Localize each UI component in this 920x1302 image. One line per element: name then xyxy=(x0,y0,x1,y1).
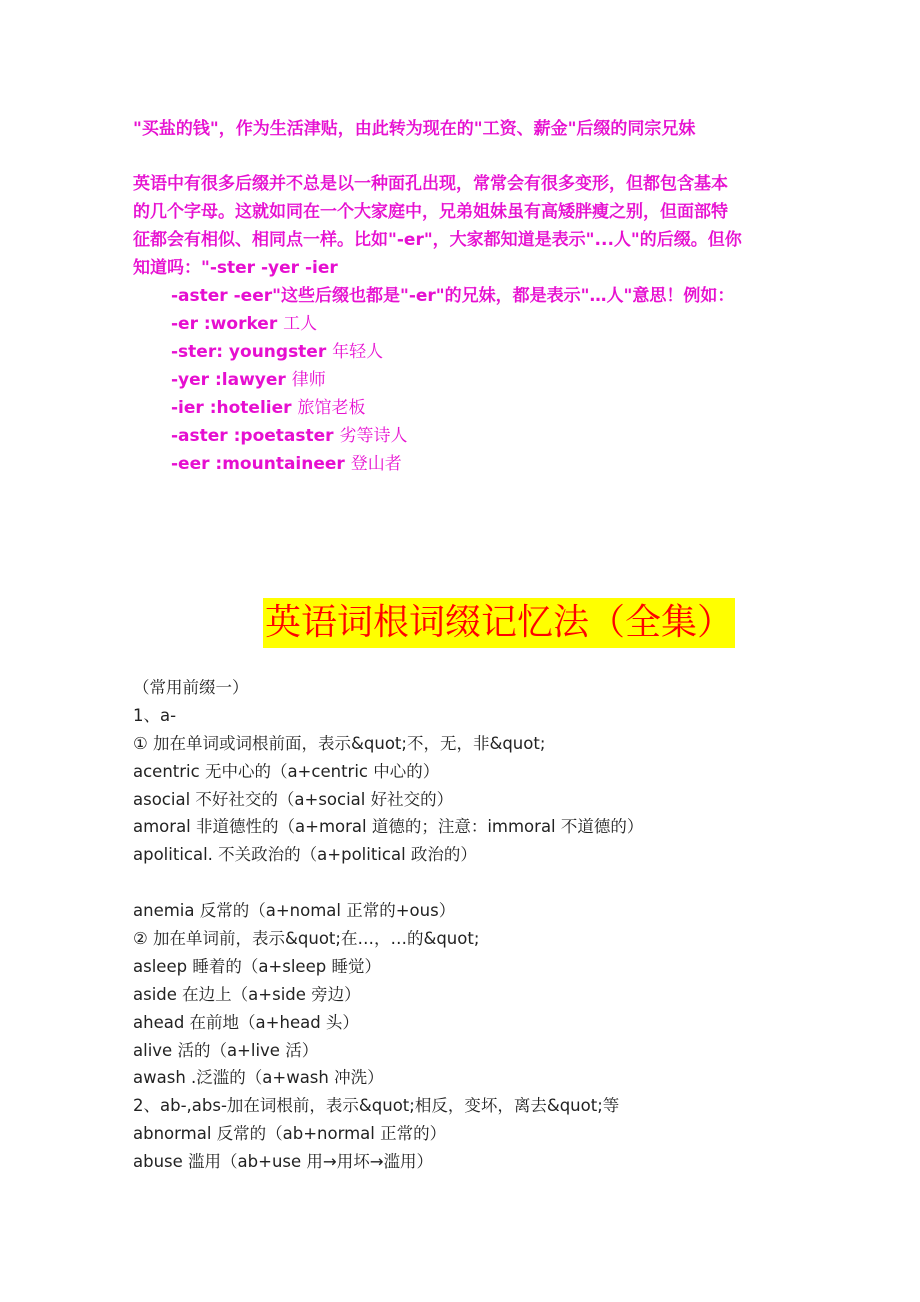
suffix-example-meaning: 律师 xyxy=(291,370,326,390)
suffix-example-word: -ster: youngster xyxy=(171,342,327,362)
body-line: abuse 滥用（ab+use 用→用坏→滥用） xyxy=(133,1152,434,1172)
body-line: （常用前缀一） xyxy=(133,678,249,697)
suffix-example xyxy=(133,422,788,450)
body-line: asocial 不好社交的（a+social 好社交的） xyxy=(133,789,454,809)
body-line: acentric 无中心的（a+centric 中心的） xyxy=(133,761,440,781)
blank-line xyxy=(133,869,833,897)
body-line: asleep 睡着的（a+sleep 睡觉） xyxy=(133,956,381,976)
suffix-example-meaning: 登山者 xyxy=(350,454,402,474)
intro-paragraph xyxy=(133,170,788,478)
suffix-example-meaning: 劣等诗人 xyxy=(339,426,408,446)
intro-line-1: "买盐的钱"，作为生活津贴，由此转为现在的"工资、薪金"后缀的同宗兄妹 xyxy=(133,119,696,139)
intro-para-line: 征都会有相似、相同点一样。比如"-er"，大家都知道是表示"...人"的后缀。但你 xyxy=(133,230,742,250)
prefix-list xyxy=(133,674,833,1176)
suffix-example-word: -er :worker xyxy=(171,314,278,334)
suffix-example-meaning: 年轻人 xyxy=(332,342,384,362)
suffix-example xyxy=(133,366,788,394)
document-title-highlight xyxy=(263,598,735,648)
suffix-example-word: -yer :lawyer xyxy=(171,370,286,390)
suffix-example-meaning: 工人 xyxy=(283,314,318,334)
intro-para-line: 的几个字母。这就如同在一个大家庭中，兄弟姐妹虽有高矮胖瘦之别，但面部特 xyxy=(133,202,728,222)
suffix-example xyxy=(133,338,788,366)
body-line: awash .泛滥的（a+wash 冲洗） xyxy=(133,1068,384,1088)
suffix-example-word: -eer :mountaineer xyxy=(171,454,345,474)
suffix-example-word: -ier :hotelier xyxy=(171,398,292,418)
body-line: ① 加在单词或词根前面，表示&quot;不，无，非&quot; xyxy=(133,733,546,753)
intro-indent-line: -aster -eer"这些后缀也都是"-er"的兄妹，都是表示"…人"意思！例如： xyxy=(171,286,735,306)
body-line: alive 活的（a+live 活） xyxy=(133,1040,319,1060)
suffix-example-word: -aster :poetaster xyxy=(171,426,334,446)
suffix-example xyxy=(133,310,788,338)
body-line: ahead 在前地（a+head 头） xyxy=(133,1012,359,1032)
body-line: 1、a- xyxy=(133,705,177,725)
suffix-example-meaning: 旅馆老板 xyxy=(297,398,366,418)
body-line: ② 加在单词前，表示&quot;在…，…的&quot; xyxy=(133,929,480,949)
body-line: amoral 非道德性的（a+moral 道德的；注意：immoral 不道德的） xyxy=(133,817,644,837)
body-line: apolitical. 不关政治的（a+political 政治的） xyxy=(133,845,477,865)
intro-para-line: 英语中有很多后缀并不总是以一种面孔出现，常常会有很多变形，但都包含基本 xyxy=(133,174,728,194)
body-line: 2、ab-,abs-加在词根前，表示&quot;相反，变坏，离去&quot;等 xyxy=(133,1096,620,1116)
intro-para-line: 知道吗："-ster -yer -ier xyxy=(133,258,338,278)
suffix-example xyxy=(133,450,788,478)
body-line: anemia 反常的（a+nomal 正常的+ous） xyxy=(133,901,456,921)
suffix-example xyxy=(133,394,788,422)
body-line: aside 在边上（a+side 旁边） xyxy=(133,984,361,1004)
body-line: abnormal 反常的（ab+normal 正常的） xyxy=(133,1124,447,1144)
document-title: 英语词根词缀记忆法（全集） xyxy=(265,602,734,643)
intro-heading-line xyxy=(133,115,788,143)
